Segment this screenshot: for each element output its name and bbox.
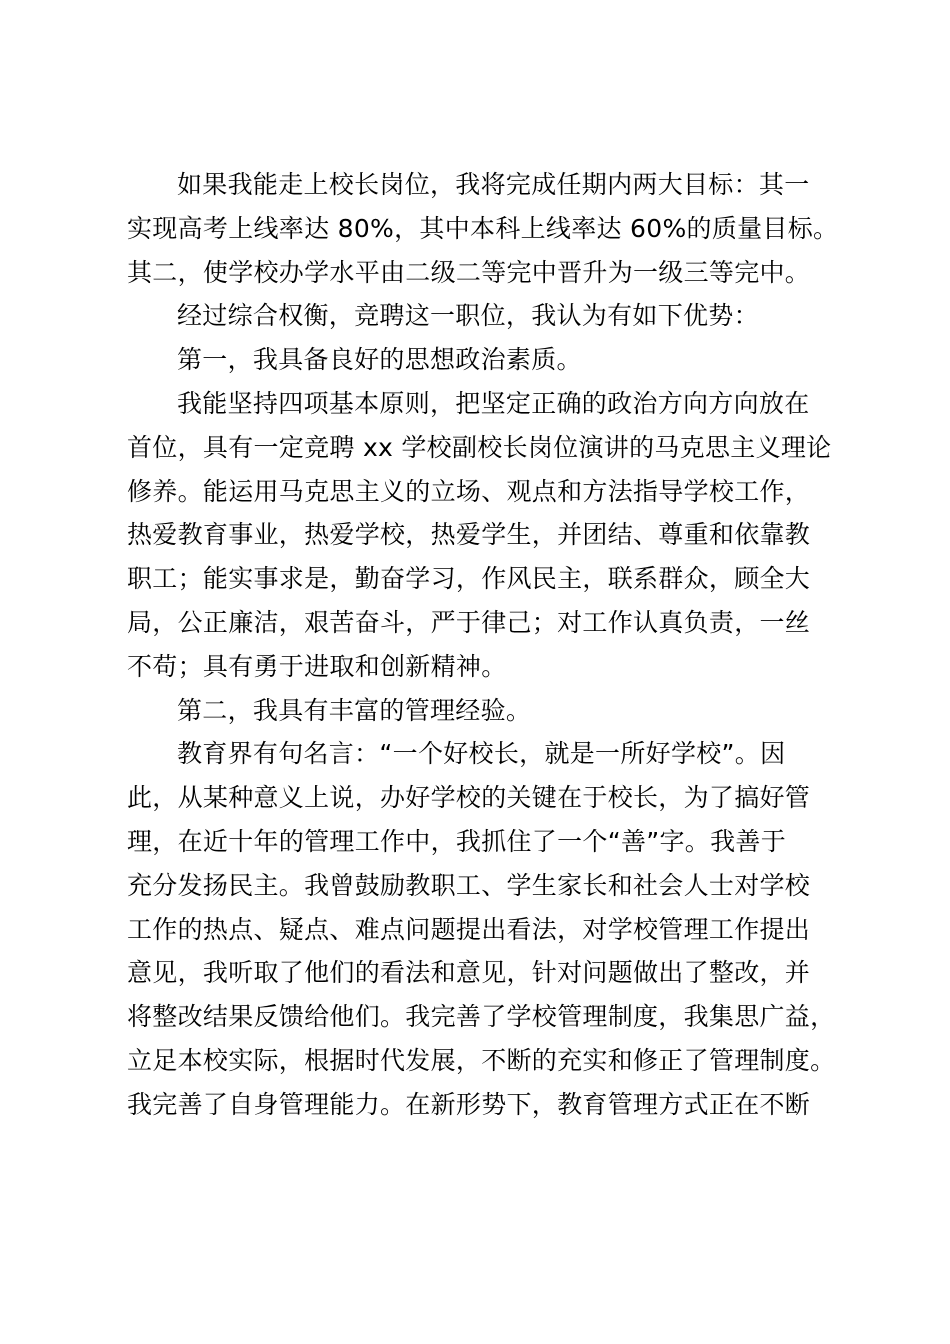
paragraph-line: 意见，我听取了他们的看法和意见，针对问题做出了整改，并 [127,958,811,988]
paragraph-line: 我能坚持四项基本原则，把坚定正确的政治方向方向放在 [177,388,810,418]
paragraph-line: 实现高考上线率达 80%，其中本科上线率达 60%的质量目标。 [127,213,839,243]
paragraph-line: 修养。能运用马克思主义的立场、观点和方法指导学校工作， [127,476,811,506]
paragraph-line: 局，公正廉洁，艰苦奋斗，严于律己；对工作认真负责，一丝 [127,607,811,637]
paragraph-line: 工作的热点、疑点、难点问题提出看法，对学校管理工作提出 [127,914,811,944]
document-body [127,163,847,1127]
paragraph-line: 教育界有句名言：“一个好校长，就是一所好学校”。因 [177,739,786,769]
paragraph-line: 热爱教育事业，热爱学校，热爱学生，并团结、尊重和依靠教 [127,520,811,550]
section-heading-line: 第二，我具有丰富的管理经验。 [177,695,532,725]
paragraph-line: 经过综合权衡，竞聘这一职位，我认为有如下优势： [177,301,759,331]
paragraph-line: 将整改结果反馈给他们。我完善了学校管理制度，我集思广益， [127,1002,836,1032]
paragraph-line: 我完善了自身管理能力。在新形势下，教育管理方式正在不断 [127,1089,811,1119]
paragraph-line: 理，在近十年的管理工作中，我抓住了一个“善”字。我善于 [127,826,787,856]
paragraph-line: 立足本校实际，根据时代发展，不断的充实和修正了管理制度。 [127,1045,836,1075]
paragraph-line: 职工；能实事求是，勤奋学习，作风民主，联系群众，顾全大 [127,564,811,594]
paragraph-line: 其二，使学校办学水平由二级二等完中晋升为一级三等完中。 [127,257,811,287]
paragraph-line: 首位，具有一定竞聘 xx 学校副校长岗位演讲的马克思主义理论 [127,432,832,462]
paragraph-line: 不苟；具有勇于进取和创新精神。 [127,651,507,681]
paragraph-line: 如果我能走上校长岗位，我将完成任期内两大目标：其一 [177,170,810,199]
section-heading-line: 第一，我具备良好的思想政治素质。 [177,345,582,375]
paragraph-line: 充分发扬民主。我曾鼓励教职工、学生家长和社会人士对学校 [127,870,811,900]
paragraph-line: 此，从某种意义上说，办好学校的关键在于校长，为了搞好管 [127,783,811,813]
